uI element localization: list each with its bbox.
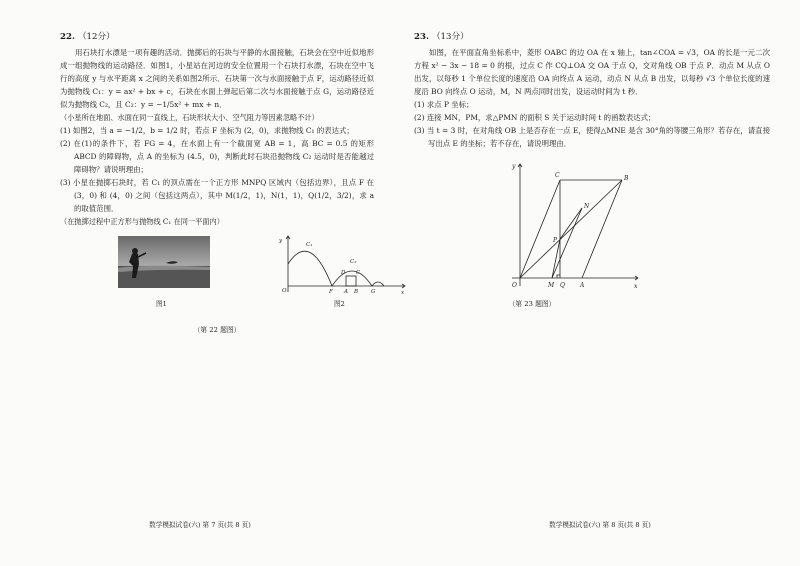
question-22-figure-note: （在抛掷过程中正方形与抛物线 C₁ 在同一平面内） xyxy=(60,217,224,226)
point-f-label: F xyxy=(329,289,333,295)
question-23-part-1: (1) 求点 P 坐标； xyxy=(414,100,474,109)
figure-1-caption: 图1 xyxy=(156,300,167,308)
point-d-label: D xyxy=(341,270,346,276)
question-22-part-2: (2) 在(1)的条件下，若 FG = 4，在水面上有一个截面宽 AB = 1，高 BC = 0.5 的矩形 ABCD 的障碍物，点 A 的坐标为 (4.5，0)，判断此时石块沿抛物线 C₂ 运动时是否能越过障碍物？请说明理由； xyxy=(60,139,374,174)
page-8-footer: 数学模拟试卷(六) 第 8 页(共 8 页) xyxy=(549,521,651,529)
fraction: 1/5 xyxy=(162,100,175,109)
point-g-label: G xyxy=(371,289,376,295)
question-23-header xyxy=(414,30,770,42)
fig23-c-label: C xyxy=(555,172,560,179)
y-axis-label: y xyxy=(279,238,283,244)
question-23-part-2: (2) 连接 MN，PM，求△PMN 的面积 S 关于运动时间 t 的函数表达式； xyxy=(414,113,656,122)
question-22-note: （小星所在地面、水面在同一直线上，石块形状大小、空气阻力等因素忽略不计） xyxy=(60,113,319,122)
curve-c1-label: C₁ xyxy=(306,242,313,248)
right-page xyxy=(400,0,800,566)
question-points: （13分） xyxy=(431,32,469,42)
figure-23-rhombus-diagram xyxy=(502,156,642,298)
question-22-part-1: (1) 如图2，当 a = −1/2，b = 1/2 时，若点 F 坐标为 (2，0)，求抛物线 C₁ 的表达式； xyxy=(60,126,354,135)
question-22-caption: （第 22 题图） xyxy=(193,326,241,334)
fig23-o-label: O xyxy=(512,282,517,289)
point-a-label: A xyxy=(344,289,348,295)
fig23-a-label: A xyxy=(580,282,585,289)
figure-2-caption: 图2 xyxy=(334,300,345,308)
point-c-label: C xyxy=(356,270,361,276)
x-axis-label: x xyxy=(401,290,405,296)
fig23-x-label: x xyxy=(634,283,638,290)
fig23-q-label: Q xyxy=(560,282,565,289)
fig23-y-label: y xyxy=(512,163,516,170)
fig23-b-label: B xyxy=(624,175,629,182)
question-points: （12分） xyxy=(77,32,115,42)
figure-2-graph xyxy=(274,234,408,296)
question-23-caption: （第 23 题图） xyxy=(508,300,556,308)
figure-1-photo xyxy=(118,236,210,288)
fig23-n-label: N xyxy=(584,203,590,210)
question-number: 22. xyxy=(60,32,75,42)
question-22-intro: 用石块打水漂是一项有趣的活动．抛掷后的石块与平静的水面接触，石块会在空中近似地形成一组抛物线的运动路径．如图1，小星站在河边的安全位置用一个石块打水漂，石块在空中飞行的高度 y 与水平距离 x 之间的关系如图2所示．石块第一次与水面接触于点 F，运动路径近似为抛物线 C₁：y = ax² + bx + c，石块在水面上弹起后第二次与水面接触于点 G，运动路径近似为抛物线 C₂，且 C₂：y = −1/5x² + mx + n． xyxy=(60,48,374,109)
origin-label: O xyxy=(282,288,287,294)
fig23-p-label: P xyxy=(553,237,558,244)
page-7-footer: 数学模拟试卷(六) 第 7 页(共 8 页) xyxy=(149,521,251,529)
question-23-intro: 如图，在平面直角坐标系中，菱形 OABC 的边 OA 在 x 轴上，tan∠COA = √3，OA 的长是一元二次方程 x² − 3x − 18 = 0 的根，过点 C 作 CQ⊥OA 交 OA 于点 Q，交对角线 OB 于点 P．动点 M 从点 O 出发，以每秒 1 个单位长度的速度沿 OA 向终点 A 运动，动点 N 从点 B 出发，以每秒 √3 个单位长度的速度沿 BO 向终点 O 运动，M，N 两点同时出发，设运动时间为 t 秒． xyxy=(414,48,770,96)
point-b-label: B xyxy=(354,289,359,295)
question-22-figures xyxy=(60,234,405,320)
question-22-header xyxy=(60,30,374,42)
curve-c2-label: C₂ xyxy=(350,259,357,265)
question-23-part-3: (3) 当 t = 3 时，在对角线 OB 上是否存在一点 E，使得△MNE 是含 30°角的等腰三角形？若存在，请直接写出点 E 的坐标；若不存在，请说明理由． xyxy=(414,126,770,148)
question-22-part-3: (3) 小星在抛掷石块时，若 C₁ 的顶点需在一个正方形 MNPQ 区域内（包括边界），且点 F 在 (3，0) 和 (4，0) 之间（包括这两点），其中 M(1/2，1)，N(1，1)，Q(1/2，3/2)，求 a 的取值范围． xyxy=(60,178,374,213)
question-number: 23. xyxy=(414,32,429,42)
fig23-m-label: M xyxy=(548,282,555,289)
